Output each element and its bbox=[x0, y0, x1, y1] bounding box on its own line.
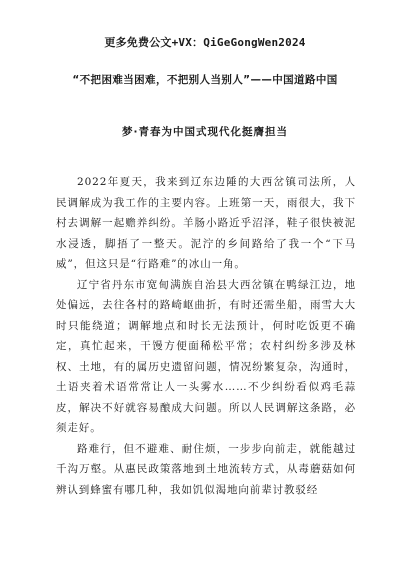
document-body bbox=[56, 172, 356, 500]
paragraph: 路难行，但不避难、耐住烦，一步步向前走，就能越过千沟万壑。从惠民政策落地到土地流转方式，从毒蘑菇如何辨认到蜂蜜有哪几种，我如饥似渴地向前辈讨教驳经 bbox=[56, 442, 356, 496]
paragraph: 辽宁省丹东市宽甸满族自治县大西岔镇在鸭绿江边，地处偏远，去往各村的路崎岖曲折，有时还需坐船，雨雪大大时只能绕道；调解地点和时长无法预计，何时吃饭更不确定，真忙起来，干馒方便面稀松平常；农村纠纷多涉及林权、土地，有的属历史遗留问题，情况纷繁复杂，沟通时，土语夹着术语常常让人一头雾水……不少纠纷看似鸡毛蒜皮，解决不好就容易酿成大问题。所以人民调解这条路，必须走好。 bbox=[56, 278, 356, 434]
document-title: “不把困难当困难，不把别人当别人”——中国道路中国 bbox=[72, 74, 338, 86]
document-subtitle: 梦·青春为中国式现代化挺膺担当 bbox=[122, 126, 288, 138]
paragraph: 2022年夏天，我来到辽东边陲的大西岔镇司法所，人民调解成为我工作的主要内容。上班第一天，雨很大，我下村去调解一起赡养纠纷。羊肠小路近乎沼泽，鞋子很快被泥水浸透，脚捂了一整天。泥泞的乡间路给了我一个“下马威”，但这只是“行路难”的冰山一角。 bbox=[56, 176, 356, 270]
promo-header: 更多免费公文+VX：QiGeGongWen2024 bbox=[104, 36, 306, 49]
